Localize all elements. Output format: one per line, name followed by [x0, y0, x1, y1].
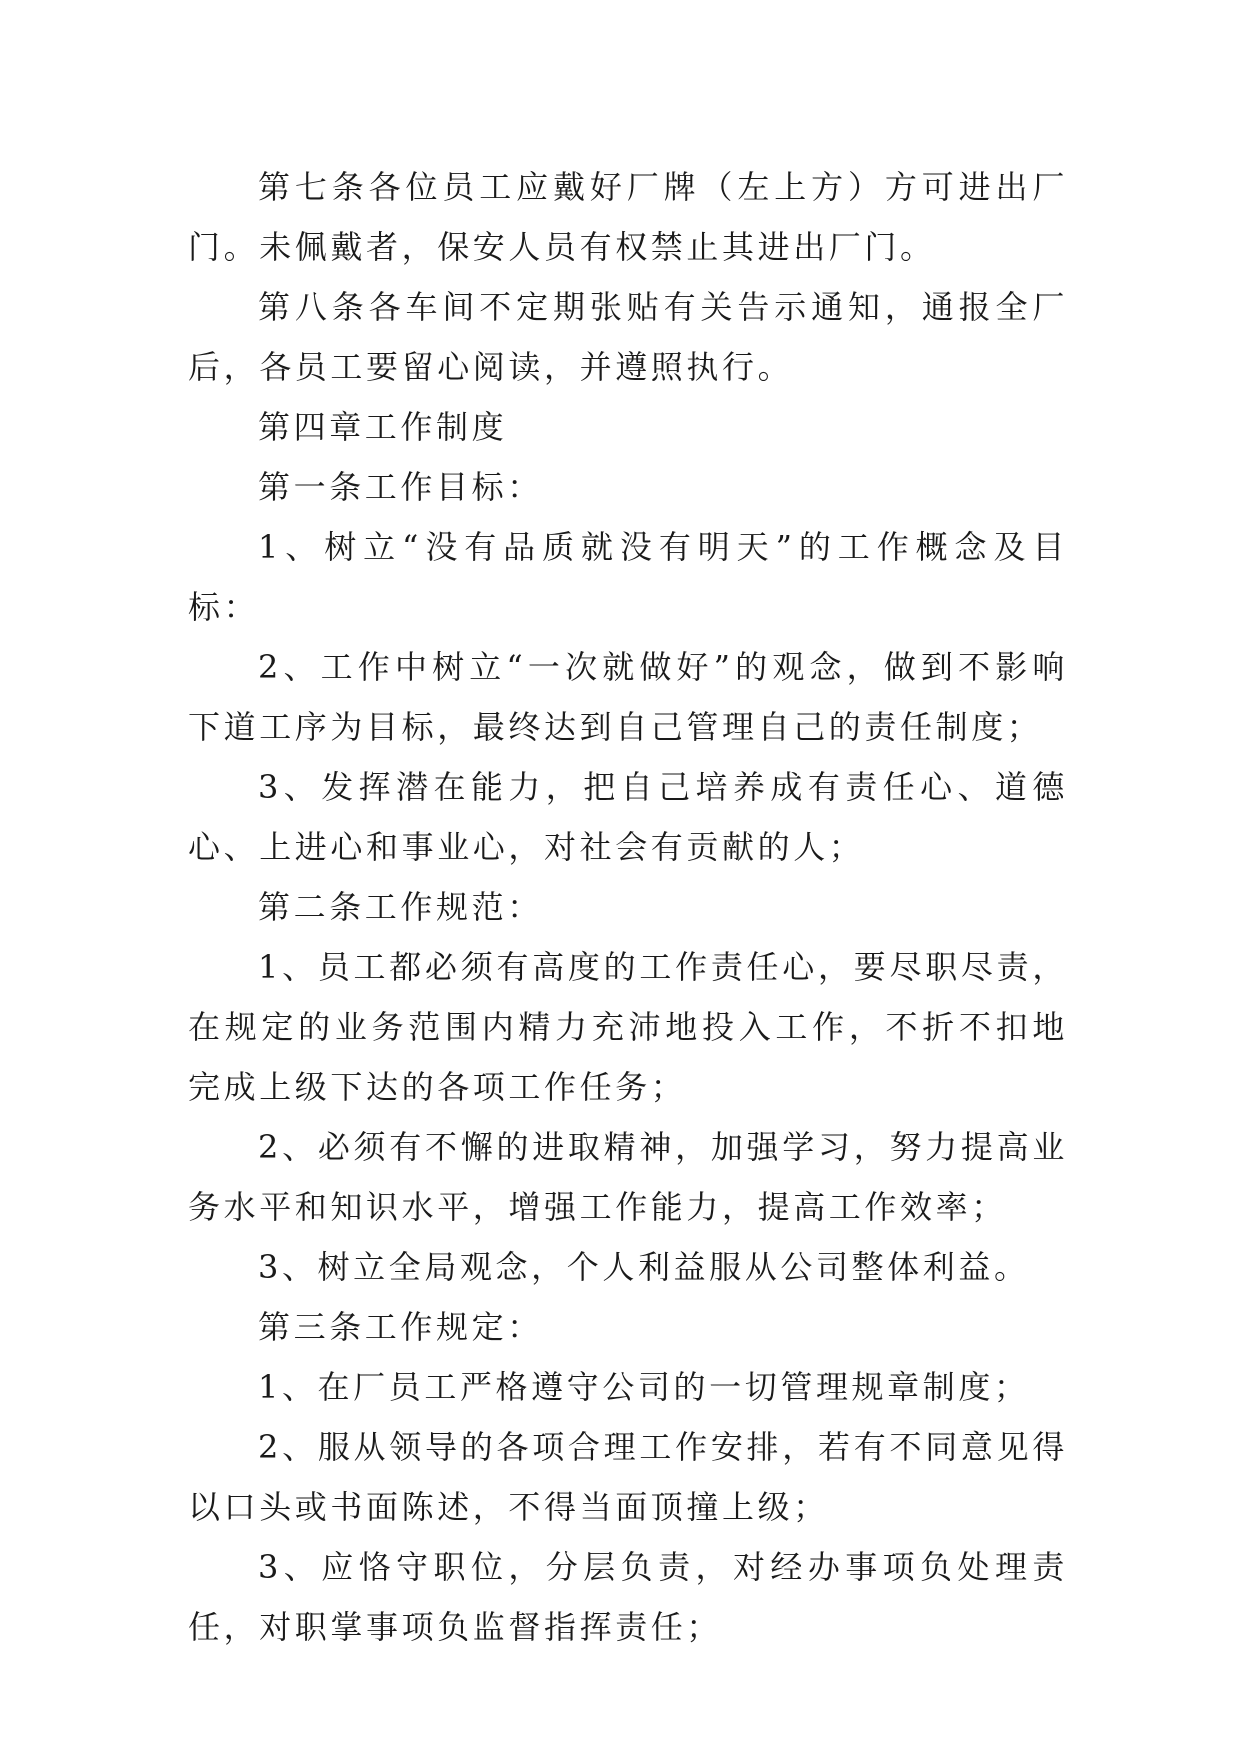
- document-body: [188, 157, 1068, 1657]
- work-rule-item-1: 1、在厂员工严格遵守公司的一切管理规章制度；: [258, 1368, 1030, 1406]
- work-goal-item-3: 3、发挥潜在能力，把自己培养成有责任心、道德心、上进心和事业心，对社会有贡献的人；: [188, 768, 1068, 866]
- work-goal-item-1: 1、树立“没有品质就没有明天”的工作概念及目标：: [188, 528, 1068, 626]
- work-rule-item-2: 2、服从领导的各项合理工作安排，若有不同意见得以口头或书面陈述，不得当面顶撞上级；: [188, 1428, 1068, 1526]
- work-norm-item-3: 3、树立全局观念，个人利益服从公司整体利益。: [258, 1248, 1030, 1286]
- work-goal-item-2: 2、工作中树立“一次就做好”的观念，做到不影响下道工序为目标，最终达到自己管理自己的责任制度；: [188, 648, 1068, 746]
- article-2-heading: 第二条工作规范：: [258, 888, 543, 926]
- article-7-paragraph: 第七条各位员工应戴好厂牌（左上方）方可进出厂门。未佩戴者，保安人员有权禁止其进出厂门。: [188, 168, 1068, 266]
- article-3-heading: 第三条工作规定：: [258, 1308, 543, 1346]
- work-norm-item-1: 1、员工都必须有高度的工作责任心，要尽职尽责，在规定的业务范围内精力充沛地投入工作，不折不扣地完成上级下达的各项工作任务；: [188, 948, 1068, 1106]
- work-rule-item-3: 3、应恪守职位，分层负责，对经办事项负处理责任，对职掌事项负监督指挥责任；: [188, 1548, 1068, 1646]
- chapter-4-heading: 第四章工作制度: [258, 408, 508, 446]
- article-8-paragraph: 第八条各车间不定期张贴有关告示通知，通报全厂后，各员工要留心阅读，并遵照执行。: [188, 288, 1068, 386]
- work-norm-item-2: 2、必须有不懈的进取精神，加强学习，努力提高业务水平和知识水平，增强工作能力，提高工作效率；: [188, 1128, 1068, 1226]
- article-1-heading: 第一条工作目标：: [258, 468, 543, 506]
